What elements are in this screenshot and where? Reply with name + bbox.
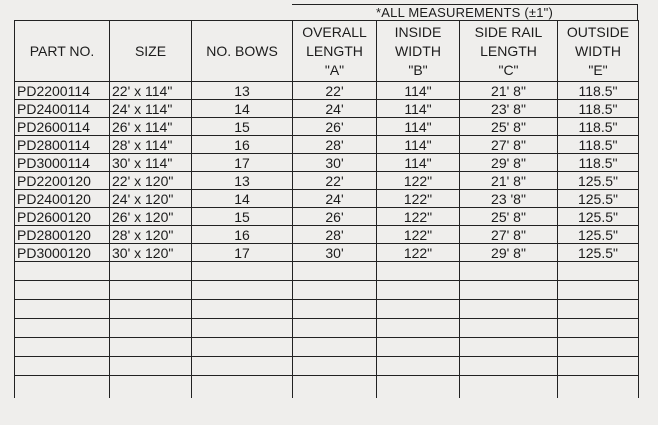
cell-outside-width: 125.5" bbox=[558, 244, 639, 262]
cell-outside-width: 125.5" bbox=[558, 208, 639, 226]
cell-size: 24' x 114" bbox=[110, 100, 192, 118]
cell-no-bows: 15 bbox=[192, 118, 293, 136]
blank-row bbox=[15, 262, 639, 281]
cell-size: 28' x 120" bbox=[110, 226, 192, 244]
cell-outside-width: 125.5" bbox=[558, 226, 639, 244]
cell-side-rail-length: 25' 8" bbox=[460, 208, 558, 226]
cell-size: 30' x 114" bbox=[110, 154, 192, 172]
cell-part-no: PD3000120 bbox=[15, 244, 110, 262]
cell-no-bows: 16 bbox=[192, 136, 293, 154]
cell-outside-width: 118.5" bbox=[558, 154, 639, 172]
cell-inside-width: 122" bbox=[377, 190, 460, 208]
cell-size: 24' x 120" bbox=[110, 190, 192, 208]
cell-side-rail-length: 21' 8" bbox=[460, 82, 558, 100]
table-row bbox=[15, 118, 639, 136]
cell-size: 22' x 114" bbox=[110, 82, 192, 100]
table-row bbox=[15, 100, 639, 118]
cell-no-bows: 17 bbox=[192, 154, 293, 172]
header-overall-length: OVERALL LENGTH "A" bbox=[293, 21, 377, 82]
cell-overall-length: 26' bbox=[293, 208, 377, 226]
cell-side-rail-length: 25' 8" bbox=[460, 118, 558, 136]
cell-part-no: PD2800120 bbox=[15, 226, 110, 244]
cell-size: 28' x 114" bbox=[110, 136, 192, 154]
cell-inside-width: 114" bbox=[377, 82, 460, 100]
header-no-bows: NO. BOWS bbox=[192, 21, 293, 82]
cell-part-no: PD2200120 bbox=[15, 172, 110, 190]
table-row bbox=[15, 82, 639, 100]
table-row bbox=[15, 226, 639, 244]
cell-inside-width: 114" bbox=[377, 154, 460, 172]
cell-size: 26' x 114" bbox=[110, 118, 192, 136]
header-side-rail-length: SIDE RAIL LENGTH "C" bbox=[460, 21, 558, 82]
cell-inside-width: 122" bbox=[377, 172, 460, 190]
cell-side-rail-length: 23 '8" bbox=[460, 190, 558, 208]
cell-outside-width: 125.5" bbox=[558, 190, 639, 208]
cell-overall-length: 22' bbox=[293, 172, 377, 190]
cell-part-no: PD2400114 bbox=[15, 100, 110, 118]
cell-overall-length: 30' bbox=[293, 244, 377, 262]
cell-no-bows: 16 bbox=[192, 226, 293, 244]
cell-part-no: PD2200114 bbox=[15, 82, 110, 100]
cell-no-bows: 15 bbox=[192, 208, 293, 226]
cell-overall-length: 22' bbox=[293, 82, 377, 100]
table-row bbox=[15, 154, 639, 172]
cell-overall-length: 28' bbox=[293, 226, 377, 244]
cell-outside-width: 118.5" bbox=[558, 118, 639, 136]
blank-row bbox=[15, 300, 639, 319]
cell-no-bows: 17 bbox=[192, 244, 293, 262]
spec-table bbox=[14, 20, 639, 398]
header-row bbox=[15, 21, 639, 82]
cell-side-rail-length: 23' 8" bbox=[460, 100, 558, 118]
cell-inside-width: 122" bbox=[377, 244, 460, 262]
header-part-no: PART NO. bbox=[15, 21, 110, 82]
cell-outside-width: 125.5" bbox=[558, 172, 639, 190]
cell-no-bows: 13 bbox=[192, 172, 293, 190]
cell-part-no: PD2400120 bbox=[15, 190, 110, 208]
cell-overall-length: 24' bbox=[293, 100, 377, 118]
cell-side-rail-length: 29' 8" bbox=[460, 154, 558, 172]
cell-inside-width: 114" bbox=[377, 136, 460, 154]
cell-inside-width: 114" bbox=[377, 118, 460, 136]
cell-no-bows: 13 bbox=[192, 82, 293, 100]
cell-side-rail-length: 27' 8" bbox=[460, 136, 558, 154]
cell-part-no: PD2600120 bbox=[15, 208, 110, 226]
table-row bbox=[15, 208, 639, 226]
cell-side-rail-length: 29' 8" bbox=[460, 244, 558, 262]
table-row bbox=[15, 244, 639, 262]
cell-part-no: PD3000114 bbox=[15, 154, 110, 172]
cell-size: 22' x 120" bbox=[110, 172, 192, 190]
cell-side-rail-length: 27' 8" bbox=[460, 226, 558, 244]
cell-overall-length: 30' bbox=[293, 154, 377, 172]
header-outside-width: OUTSIDE WIDTH "E" bbox=[558, 21, 639, 82]
cell-outside-width: 118.5" bbox=[558, 82, 639, 100]
cell-side-rail-length: 21' 8" bbox=[460, 172, 558, 190]
cell-no-bows: 14 bbox=[192, 190, 293, 208]
cell-overall-length: 24' bbox=[293, 190, 377, 208]
blank-row bbox=[15, 338, 639, 357]
blank-row bbox=[15, 376, 639, 399]
cell-no-bows: 14 bbox=[192, 100, 293, 118]
cell-overall-length: 28' bbox=[293, 136, 377, 154]
cell-outside-width: 118.5" bbox=[558, 136, 639, 154]
cell-inside-width: 122" bbox=[377, 226, 460, 244]
cell-overall-length: 26' bbox=[293, 118, 377, 136]
blank-row bbox=[15, 319, 639, 338]
cell-part-no: PD2800114 bbox=[15, 136, 110, 154]
header-size: SIZE bbox=[110, 21, 192, 82]
cell-inside-width: 114" bbox=[377, 100, 460, 118]
table-row bbox=[15, 190, 639, 208]
cell-outside-width: 118.5" bbox=[558, 100, 639, 118]
measurements-note: *ALL MEASUREMENTS (±1") bbox=[292, 4, 638, 20]
header-inside-width: INSIDE WIDTH "B" bbox=[377, 21, 460, 82]
cell-size: 30' x 120" bbox=[110, 244, 192, 262]
cell-inside-width: 122" bbox=[377, 208, 460, 226]
cell-size: 26' x 120" bbox=[110, 208, 192, 226]
table-row bbox=[15, 136, 639, 154]
table-row bbox=[15, 172, 639, 190]
cell-part-no: PD2600114 bbox=[15, 118, 110, 136]
blank-row bbox=[15, 281, 639, 300]
blank-row bbox=[15, 357, 639, 376]
